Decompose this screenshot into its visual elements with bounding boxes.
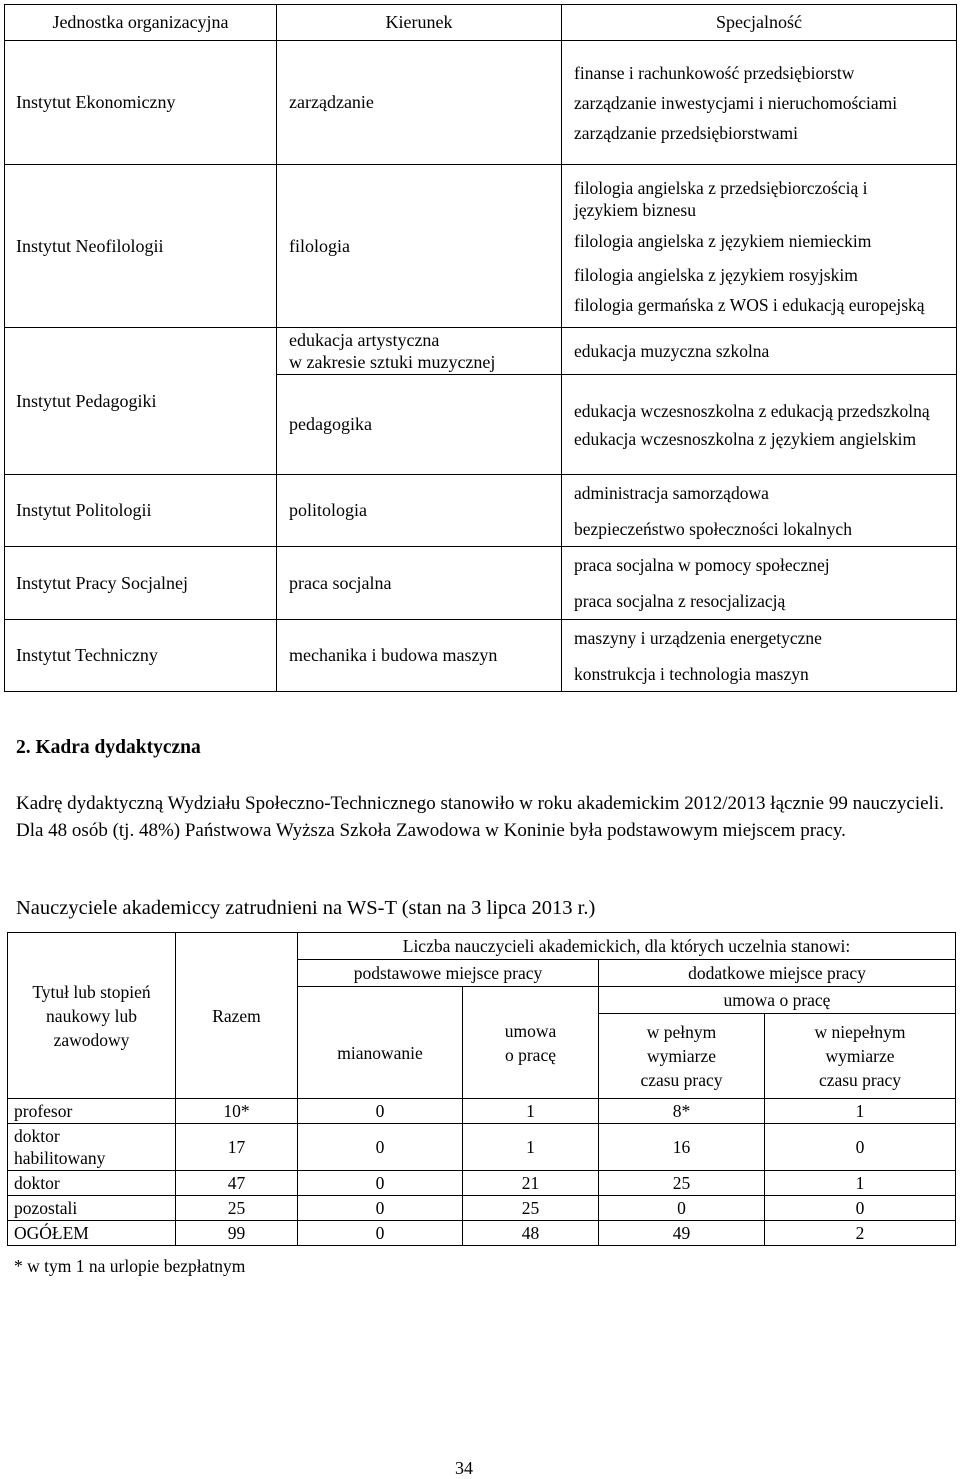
institute-name: Instytut Ekonomiczny	[5, 41, 277, 165]
table-row: profesor 10* 0 1 8* 1	[8, 1099, 956, 1124]
specialty: filologia germańska z WOS i edukacją europejską	[574, 294, 925, 315]
field-name: pedagogika	[277, 375, 562, 475]
specialty-list	[562, 475, 957, 547]
specialty: edukacja wczesnoszkolna z edukacją przedszkolną	[574, 400, 930, 421]
header-umowa-o-prace: umowa o pracę	[599, 987, 956, 1014]
specialty: zarządzanie inwestycjami i nieruchomościami	[574, 93, 898, 113]
specialty-list	[562, 41, 957, 165]
specialty: filologia angielska z językiem rosyjskim	[574, 264, 858, 285]
specialty: edukacja wczesnoszkolna z językiem angielskim	[574, 428, 917, 449]
field-name: politologia	[277, 475, 562, 547]
table-row	[5, 547, 957, 620]
institute-name: Instytut Pedagogiki	[5, 328, 277, 475]
field-name: zarządzanie	[277, 41, 562, 165]
header-podstawowe: podstawowe miejsce pracy	[298, 960, 599, 987]
specialty-list	[562, 375, 957, 475]
org-units-table	[4, 4, 957, 692]
header-niepelny: w niepełnym wymiarze czasu pracy	[765, 1014, 956, 1099]
staff-table	[7, 932, 956, 1246]
table-caption: Nauczyciele akademiccy zatrudnieni na WS-T (stan na 3 lipca 2013 r.)	[16, 897, 596, 919]
table-row	[5, 328, 957, 375]
institute-name: Instytut Neofilologii	[5, 165, 277, 328]
institute-name: Instytut Politologii	[5, 475, 277, 547]
table-row: doktor habilitowany 17 0 1 16 0	[8, 1124, 956, 1171]
institute-name: Instytut Techniczny	[5, 620, 277, 692]
header-umowa: umowa o pracę	[463, 987, 599, 1099]
footnote: * w tym 1 na urlopie bezpłatnym	[14, 1256, 246, 1276]
specialty: filologia angielska z językiem niemieckim	[574, 230, 872, 251]
table-row: OGÓŁEM 99 0 48 49 2	[8, 1221, 956, 1246]
specialty-list	[562, 547, 957, 620]
specialty: bezpieczeństwo społeczności lokalnych	[574, 518, 852, 539]
section-heading: 2. Kadra dydaktyczna	[16, 737, 201, 758]
header-razem: Razem	[176, 933, 298, 1099]
specialty: maszyny i urządzenia energetyczne	[574, 627, 822, 648]
specialty-list	[562, 165, 957, 328]
header-mianowanie: mianowanie	[298, 987, 463, 1099]
section-paragraph: Kadrę dydaktyczną Wydziału Społeczno-Technicznego stanowiło w roku akademickim 2012/2013 łącznie 99 nauczycieli. Dla 48 osób (tj. 48%) Państwowa Wyższa Szkoła Zawodowa w Koninie była podstawowym miejscem pracy.	[16, 793, 944, 841]
table-row	[5, 620, 957, 692]
specialty: administracja samorządowa	[574, 482, 769, 503]
specialty: finanse i rachunkowość przedsiębiorstw	[574, 63, 855, 83]
header-pelny: w pełnym wymiarze czasu pracy	[599, 1014, 765, 1099]
specialty: praca socjalna z resocjalizacją	[574, 591, 786, 611]
specialty: praca socjalna w pomocy społecznej	[574, 555, 830, 575]
table-row	[5, 475, 957, 547]
header-kierunek: Kierunek	[277, 5, 562, 41]
specialty-list	[562, 620, 957, 692]
header-title: Tytuł lub stopień naukowy lub zawodowy	[8, 933, 176, 1099]
header-dodatkowe: dodatkowe miejsce pracy	[599, 960, 956, 987]
field-name: praca socjalna	[277, 547, 562, 620]
table-row: pozostali 25 0 25 0 0	[8, 1196, 956, 1221]
header-liczba: Liczba nauczycieli akademickich, dla których uczelnia stanowi:	[298, 933, 956, 960]
field-name: edukacja artystyczna w zakresie sztuki muzycznej	[277, 328, 562, 375]
field-name: mechanika i budowa maszyn	[277, 620, 562, 692]
specialty: konstrukcja i technologia maszyn	[574, 663, 809, 684]
specialty: edukacja muzyczna szkolna	[562, 328, 957, 375]
institute-name: Instytut Pracy Socjalnej	[5, 547, 277, 620]
header-jednostka: Jednostka organizacyjna	[5, 5, 277, 41]
page-number: 34	[455, 1458, 473, 1478]
staff-header-row	[8, 933, 956, 960]
field-name: filologia	[277, 165, 562, 328]
table-row	[5, 41, 957, 165]
specialty: zarządzanie przedsiębiorstwami	[574, 123, 798, 143]
header-specjalnosc: Specjalność	[562, 5, 957, 41]
table-row: doktor 47 0 21 25 1	[8, 1171, 956, 1196]
org-table-header	[5, 5, 957, 41]
specialty: filologia angielska z przedsiębiorczością i językiem biznesu	[574, 177, 868, 220]
table-row	[5, 165, 957, 328]
